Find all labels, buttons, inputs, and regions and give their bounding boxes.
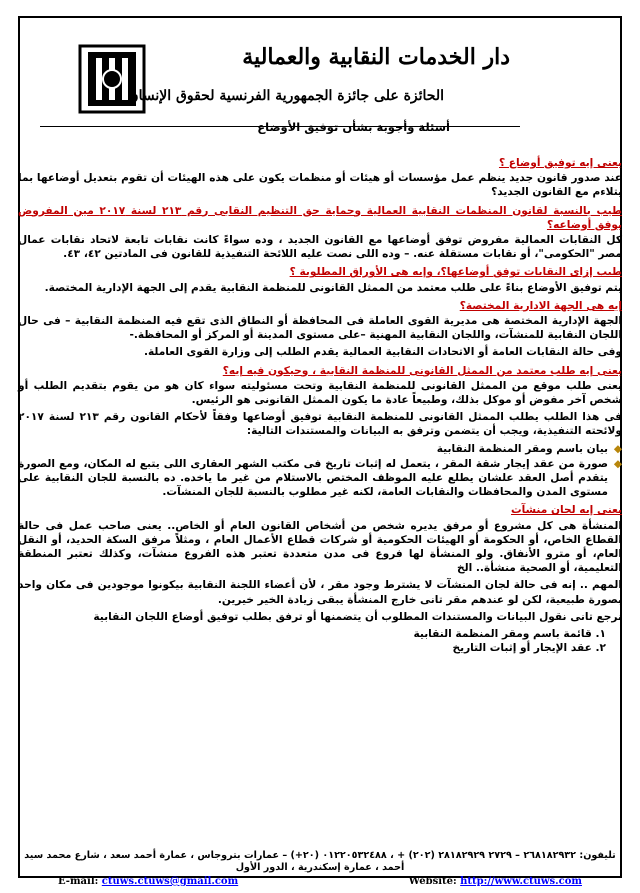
section-question: طيب بالنسبة لقانون المنظمات النقابية العمالية وحماية حق التنظيم النقابى رقم ٢١٣ لسنة ٢٠١٧ مين المفروض يوفق أوضاعه؟ bbox=[18, 204, 622, 231]
section-paragraph: المنشأة هى كل مشروع أو مرفق يديره شخص من أشخاص القانون العام أو الخاص.. يعنى صاحب عمل فى حالة القطاع الخاص، أو الحكومة أو الهيئات الحكومية أو شركات قطاع الأعمال العام ، ومثلاً مرفق السكة الحديد، أو النقل العام، أو مترو الأنفاق. ولو المنشأة لها فروع فى مدن متعددة تعتبر هذه الفروع منشآت، وكذلك تعتبر المنطقة التعليمية، أو الصحية منشأة.. الخ bbox=[18, 519, 622, 575]
list-item bbox=[18, 457, 622, 500]
required-documents-list bbox=[18, 442, 622, 500]
section-paragraph: المهم .. إنه فى حالة لجان المنشآت لا يشترط وجود مقر ، لأن أعضاء اللجنة النقابية بيكونوا موجودين فى مكان واحد بصورة طبيعية، لكن لو عندهم مقر تانى خارج المنشأة يبقى زيادة الخير خيرين. bbox=[18, 579, 622, 606]
section-question: طيب إزاى النقابات توفق أوضاعها؟، وإيه هى الأوراق المطلوبة ؟ bbox=[289, 266, 622, 279]
numbered-item: ١. قائمة باسم ومقر المنظمة النقابية bbox=[413, 628, 606, 641]
faq-section bbox=[18, 204, 622, 262]
email-label: E-mail: bbox=[58, 876, 99, 887]
faq-section bbox=[18, 265, 622, 294]
organization-name: دار الخدمات النقابية والعمالية bbox=[242, 44, 510, 70]
section-paragraph: يتم توفيق الأوضاع بناءً على طلب معتمد من الممثل القانونى للمنظمة النقابية يقدم إلى الجهة الإدارية المختصة. bbox=[44, 281, 622, 294]
section-question: يعنى إيه طلب معتمد من الممثل القانونى للمنظمة النقابية ، وحيكون فيه إيه؟ bbox=[222, 364, 622, 377]
section-question: يعنى إيه توفيق أوضاع ؟ bbox=[498, 157, 622, 169]
faq-section bbox=[18, 364, 622, 500]
website-link[interactable]: http://www.ctuws.com bbox=[460, 876, 582, 887]
email-block bbox=[58, 876, 238, 887]
section-paragraph: وفى حالة النقابات العامة أو الاتحادات النقابية العمالية يقدم الطلب إلى وزارة القوى العاملة. bbox=[143, 346, 622, 359]
bullet-icon: ◆ bbox=[613, 442, 622, 455]
section-paragraph: نرجع تانى نقول البيانات والمستندات المطلوب أن يتضمنها أو ترفق بطلب توفيق أوضاع اللجان النقابية bbox=[93, 610, 622, 623]
faq-content bbox=[18, 152, 622, 656]
list-item bbox=[18, 442, 622, 456]
letterhead bbox=[20, 18, 620, 126]
faq-section bbox=[18, 156, 622, 200]
list-item-text: بيان باسم ومقر المنظمة النقابية bbox=[436, 442, 608, 455]
footer-address: تليفون: ٢٦٨١٨٢٩٣٢ – ٢٧٢٩ ٢٨١٨٢٩٢٩ (٢٠٢) + ، ٠١٢٢٠٥٣٢٤٨٨ (٢٠+) – عمارات بتروجاس ، عمارة أحمد سعد ، شارع محمد سيد أحمد ، عمارة إسكندرية ، الدور الأول bbox=[24, 850, 616, 873]
document-subtitle: أسئلة وأجوبة بشأن توفيق الأوضاع bbox=[257, 120, 450, 134]
section-question: إيه هى الجهة الادارية المختصة؟ bbox=[459, 299, 622, 312]
section-paragraph: عند صدور قانون جديد ينظم عمل مؤسسات أو هيئات أو منظمات يكون على هذه الهيئات أن تقوم بتعديل أوضاعها بما يتلاءم مع القانون الجديد؟ bbox=[18, 172, 622, 199]
section-paragraph: كل النقابات العمالية مفروض توفق أوضاعها مع القانون الجديد ، وده سواءً كانت نقابات تابعة لاتحاد نقابات عمال مصر "الحكومى"، أو نقابات مستقلة عنه. – وده اللى نصت عليه اللائحة التنفيذية للقانون فى المادتين ٤٢، ٤٣. bbox=[18, 234, 622, 261]
page-footer bbox=[18, 850, 622, 887]
bullet-icon: ◆ bbox=[613, 457, 622, 470]
award-line: الحائزة على جائزة الجمهورية الفرنسية لحقوق الإنسان bbox=[128, 88, 444, 104]
faq-section bbox=[18, 503, 622, 655]
list-item-text: صورة من عقد إيجار شقة المقر ، يتعمل له إثبات تاريخ فى مكتب الشهر العقارى اللى يتبع له المكان، ومع الصورة يتقدم أصل العقد علشان يطلع عليه الموظف المختص بالاستلام من غير ما ياخده. ده بالنسبة للجان النقابية على مستوى المدن والمحافظات والنقابات العامة، لكنه غير مطلوب بالنسبة للجان المنشآت. bbox=[18, 457, 608, 499]
section-paragraph: يعنى طلب موقع من الممثل القانونى للمنظمة النقابية وتحت مسئوليته سواء كان هو من يقوم بتقديم الطلب أو شخص آخر مفوض أو موكل بذلك، وطبيعاً عادة ما يكون الممثل القانونى هو الرئيس. bbox=[18, 379, 622, 407]
numbered-item: ٢. عقد الإيجار أو إثبات التاريخ bbox=[452, 642, 606, 655]
section-question: يعنى إيه لجان منشآت bbox=[510, 504, 622, 517]
website-block bbox=[409, 876, 582, 887]
section-paragraph: فى هذا الطلب يطلب الممثل القانونى للمنظمة النقابية توفيق أوضاعها وفقاً لأحكام القانون رقم ٢١٣ لسنة ٢٠١٧ ولائحته التنفيذية، ويجب أن يتضمن وترفق به البيانات والمستندات التالية: bbox=[18, 411, 623, 438]
website-label: Website: bbox=[408, 876, 457, 887]
faq-section bbox=[18, 299, 622, 360]
email-link[interactable]: ctuws.ctuws@gmail.com bbox=[101, 876, 239, 887]
footer-contacts bbox=[18, 874, 622, 887]
section-paragraph: الجهة الإدارية المختصة هى مديرية القوى العاملة فى المحافظة أو النطاق الذى تقع فيه المنظمة النقابية – فى حال اللجان النقابية للمنشآت، واللجان النقابية المهنية –على مستوى المدينة أو المركز أو المحافظة.- bbox=[18, 315, 622, 342]
